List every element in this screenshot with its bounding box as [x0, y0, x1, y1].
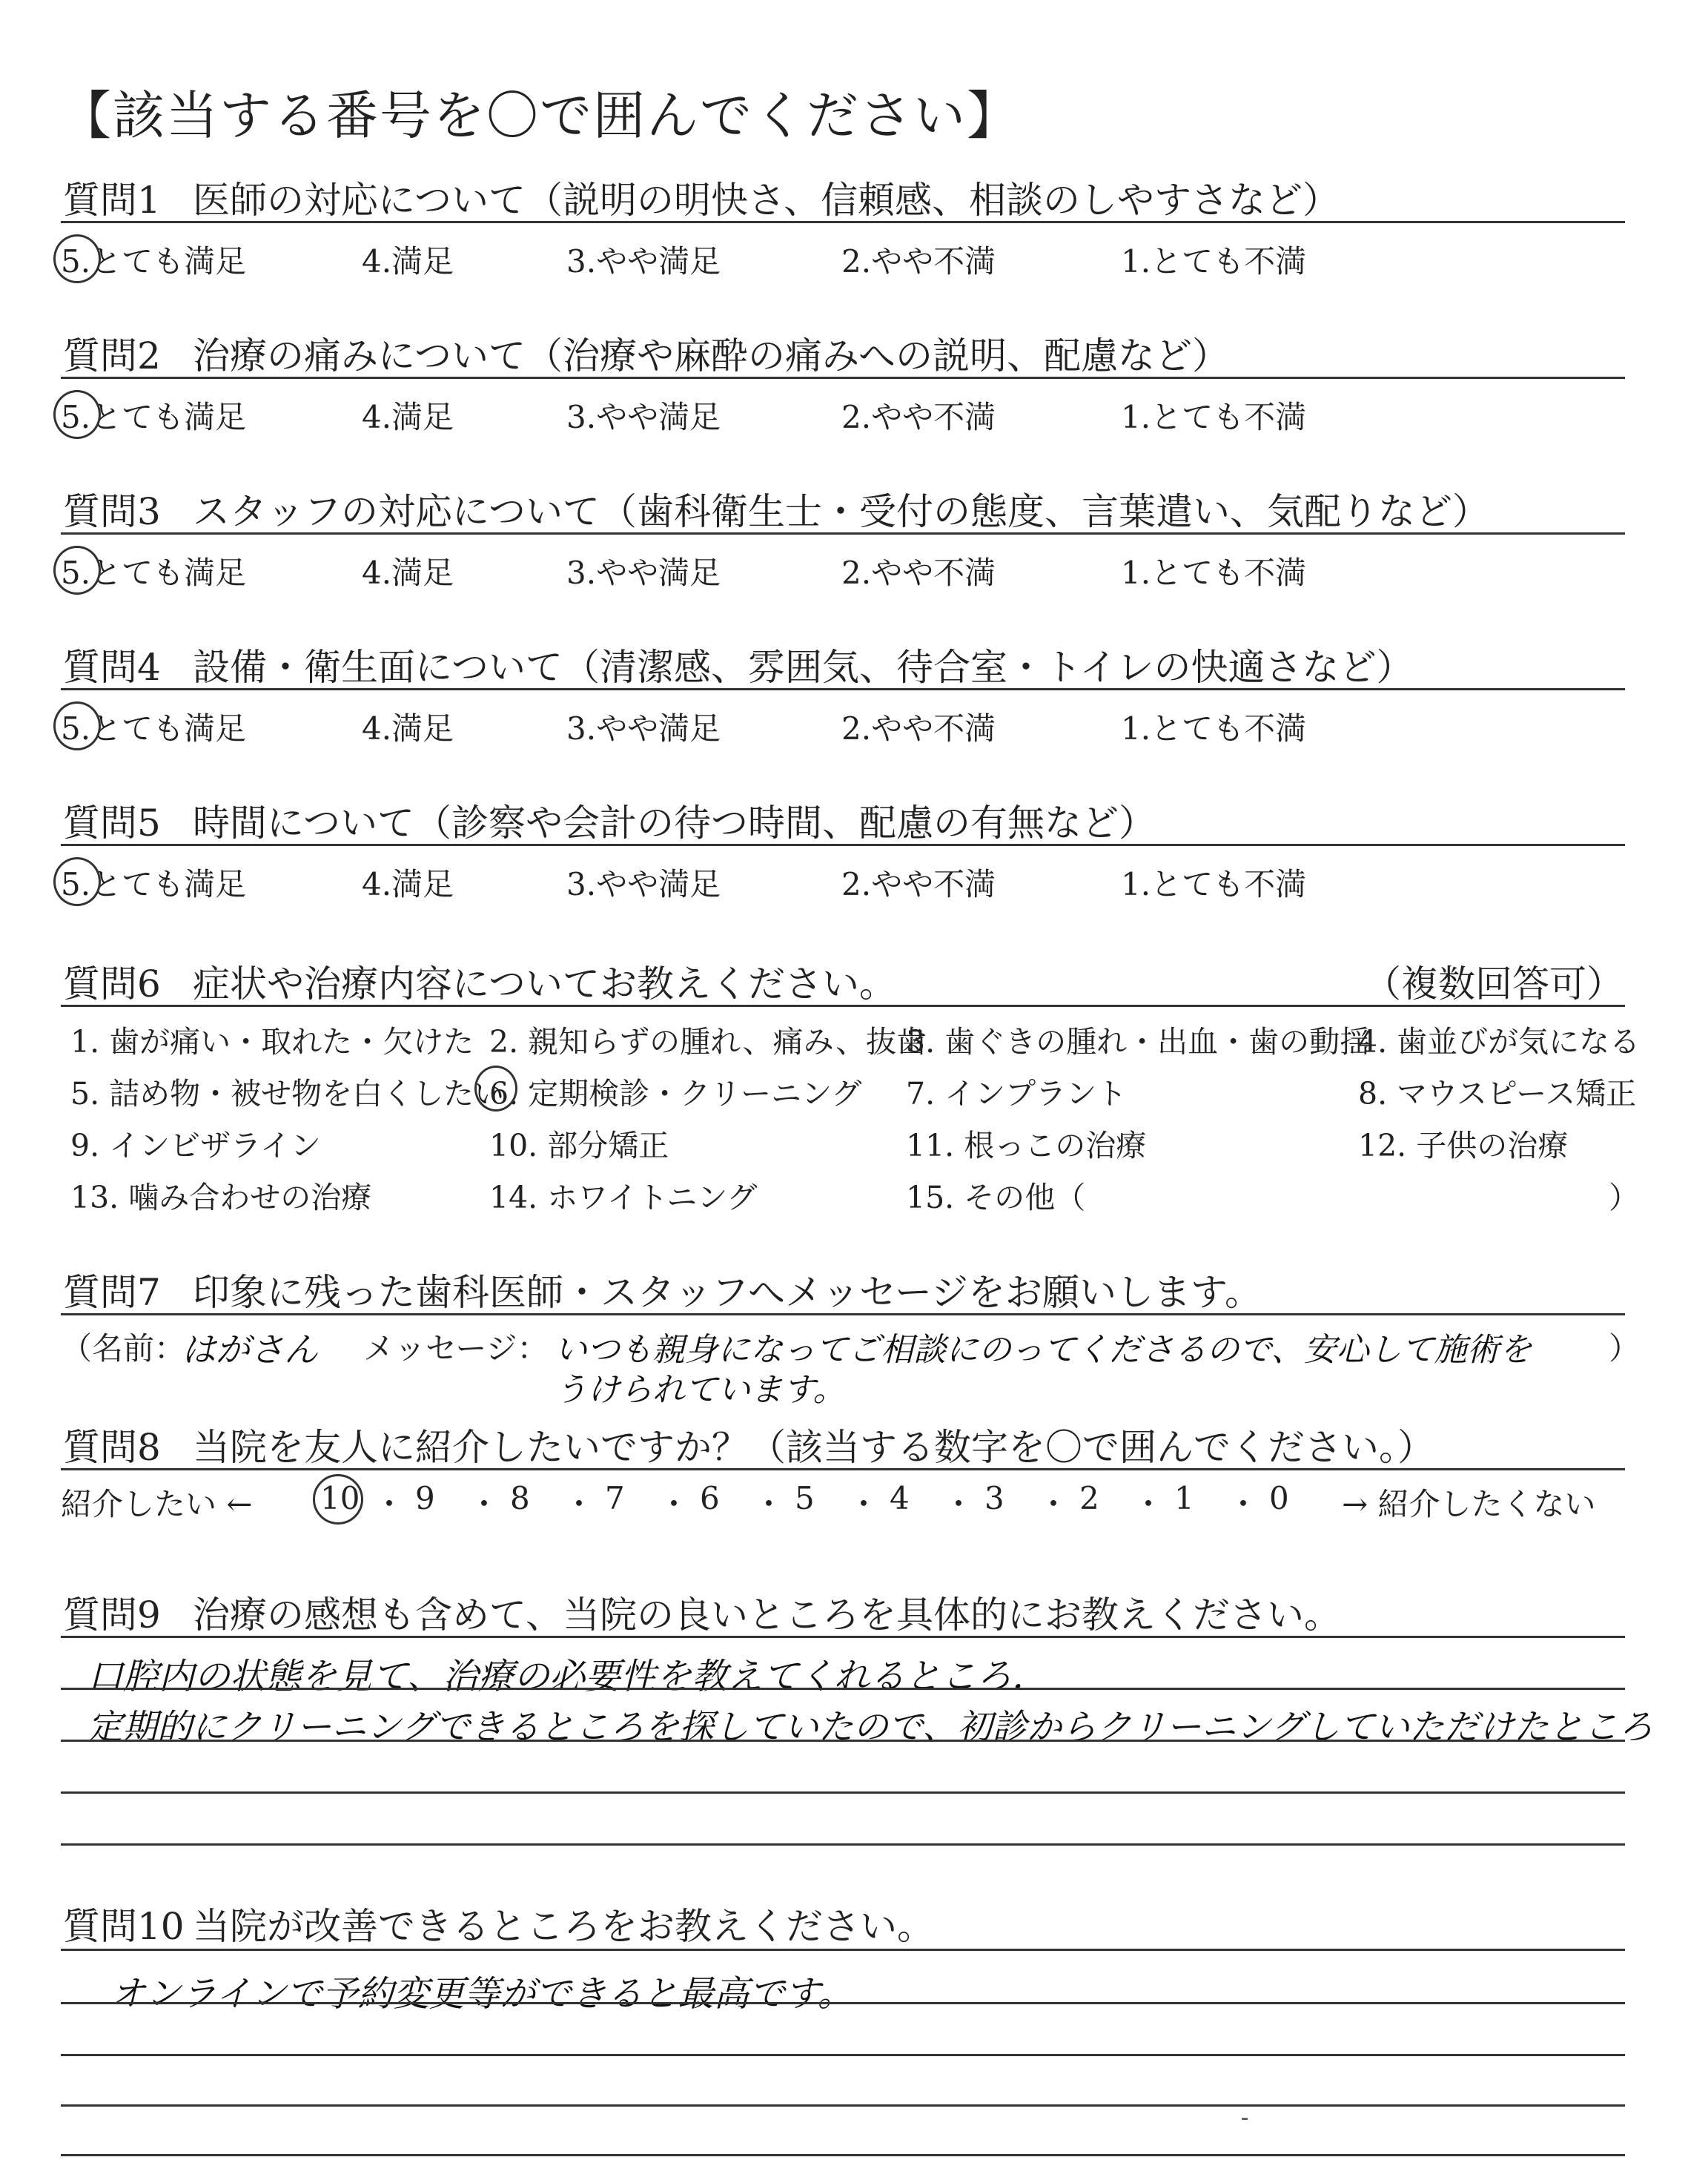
q6-option-7[interactable]: 7. インプラント [906, 1076, 1128, 1112]
q8-scale-separator: ・ [1133, 1486, 1165, 1522]
q9-answer-2[interactable]: 定期的にクリーニングできるところを探していたので、初診からクリーニングしていただけたところ [87, 1707, 1654, 1748]
q8-scale-separator: ・ [658, 1486, 690, 1522]
q3-option-4[interactable]: 4.満足 [362, 555, 454, 591]
q8-scale-6[interactable]: 6 [700, 1480, 720, 1516]
q8-scale-separator: ・ [1038, 1486, 1070, 1522]
q6-option-12[interactable]: 12. 子供の治療 [1358, 1128, 1569, 1163]
q1-option-2[interactable]: 2.やや不満 [841, 243, 996, 280]
q8-rule [61, 1468, 1625, 1470]
q2-option-2[interactable]: 2.やや不満 [841, 399, 996, 435]
q8-scale-1[interactable]: 1 [1174, 1480, 1194, 1516]
q2-rule [61, 377, 1625, 379]
q3-text: スタッフの対応について（歯科衛生士・受付の態度、言葉遣い、気配りなど） [193, 490, 1489, 533]
q8-scale-separator: ・ [753, 1486, 785, 1522]
q4-number: 質問4 [63, 646, 161, 689]
q7-number: 質問7 [63, 1271, 161, 1314]
q9-rule-2 [61, 1688, 1625, 1690]
q6-option-8[interactable]: 8. マウスピース矯正 [1358, 1076, 1637, 1112]
q1-selected-circle [53, 234, 101, 283]
q5-title [63, 793, 1156, 847]
q7-close: ） [1609, 1330, 1641, 1367]
q8-scale-separator: ・ [563, 1486, 595, 1522]
q9-answer-1[interactable]: 口腔内の状態を見て、治療の必要性を教えてくれるところ． [87, 1656, 1048, 1697]
q5-option-4[interactable]: 4.満足 [362, 866, 454, 902]
q8-scale-8[interactable]: 8 [510, 1480, 530, 1516]
q8-title [63, 1418, 1434, 1471]
q8-scale-separator: ・ [469, 1486, 500, 1522]
q6-number: 質問6 [63, 962, 161, 1005]
q6-option-15[interactable]: 15. その他（ [906, 1180, 1086, 1215]
q4-option-3[interactable]: 3.やや満足 [566, 710, 721, 747]
q4-title [63, 638, 1414, 691]
q9-text: 治療の感想も含めて、当院の良いところを具体的にお教えください。 [193, 1593, 1341, 1636]
q10-rule-3 [61, 2054, 1625, 2056]
q10-answer-1[interactable]: オンラインで予約変更等ができると最高です。 [110, 1973, 853, 2015]
q10-rule-2 [61, 2002, 1625, 2004]
q4-option-4[interactable]: 4.満足 [362, 710, 454, 747]
q1-option-1[interactable]: 1.とても不満 [1121, 243, 1307, 280]
q9-title [63, 1585, 1341, 1639]
q2-text: 治療の痛みについて（治療や麻酔の痛みへの説明、配慮など） [193, 334, 1229, 377]
q7-message-line1[interactable]: いつも親身になってご相談にのってくださるので、安心して施術を [555, 1331, 1532, 1369]
q9-rule-3 [61, 1740, 1625, 1742]
q8-scale-0[interactable]: 0 [1269, 1480, 1289, 1516]
q8-number: 質問8 [63, 1426, 161, 1469]
q2-option-4[interactable]: 4.満足 [362, 399, 454, 435]
q2-option-1[interactable]: 1.とても不満 [1121, 399, 1307, 435]
q6-option-3[interactable]: 3. 歯ぐきの腫れ・出血・歯の動揺 [906, 1024, 1371, 1060]
q6-text: 症状や治療内容についてお教えください。 [193, 962, 896, 1005]
q1-rule [61, 221, 1625, 223]
q8-scale-5[interactable]: 5 [795, 1480, 815, 1516]
q6-option-4[interactable]: 4. 歯並びが気になる [1358, 1024, 1641, 1060]
q10-number: 質問10 [63, 1905, 185, 1948]
q5-option-2[interactable]: 2.やや不満 [841, 866, 996, 902]
q2-title [63, 326, 1229, 380]
q3-rule [61, 532, 1625, 535]
q2-selected-circle [53, 390, 101, 439]
q3-option-1[interactable]: 1.とても不満 [1121, 555, 1307, 591]
q8-scale-3[interactable]: 3 [984, 1480, 1004, 1516]
q6-rule [61, 1005, 1625, 1007]
q1-option-3[interactable]: 3.やや満足 [566, 243, 721, 280]
q5-option-3[interactable]: 3.やや満足 [566, 866, 721, 902]
q7-rule [61, 1313, 1625, 1315]
q8-scale-separator: ・ [1228, 1486, 1260, 1522]
q1-text: 医師の対応について（説明の明快さ、信頼感、相談のしやすさなど） [193, 179, 1340, 222]
q1-option-5[interactable]: 5.とても満足 [61, 243, 247, 280]
q9-rule-1 [61, 1636, 1625, 1638]
q6-note: （複数回答可） [1364, 962, 1623, 1005]
q4-option-1[interactable]: 1.とても不満 [1121, 710, 1307, 747]
q9-number: 質問9 [63, 1593, 161, 1636]
q8-text: 当院を友人に紹介したいですか？（該当する数字を〇で囲んでください。） [193, 1426, 1434, 1469]
q10-rule-1 [61, 1949, 1625, 1951]
q4-option-5[interactable]: 5.とても満足 [61, 710, 247, 747]
q6-option-2[interactable]: 2. 親知らずの腫れ、痛み、抜歯 [489, 1024, 927, 1060]
q7-title [63, 1263, 1262, 1316]
q8-scale-10[interactable]: 10 [320, 1480, 360, 1516]
q8-scale-separator: ・ [943, 1486, 975, 1522]
q4-rule [61, 688, 1625, 690]
q7-message-line2[interactable]: うけられています。 [555, 1371, 846, 1409]
q6-option-14[interactable]: 14. ホワイトニング [489, 1180, 758, 1215]
q1-title [63, 171, 1340, 224]
q8-scale-separator: ・ [848, 1486, 880, 1522]
q4-selected-circle [53, 701, 101, 750]
q10-text: 当院が改善できるところをお教えください。 [193, 1905, 934, 1948]
q10-rule-5 [61, 2154, 1625, 2156]
q5-selected-circle [53, 857, 101, 906]
q6-option-1[interactable]: 1. 歯が痛い・取れた・欠けた [70, 1024, 474, 1060]
q4-text: 設備・衛生面について（清潔感、雰囲気、待合室・トイレの快適さなど） [193, 646, 1414, 689]
q6-option-5[interactable]: 5. 詰め物・被せ物を白くしたい [70, 1076, 505, 1112]
q3-option-2[interactable]: 2.やや不満 [841, 555, 996, 591]
q7-text: 印象に残った歯科医師・スタッフへメッセージをお願いします。 [193, 1271, 1262, 1314]
q6-other-close: ） [1609, 1180, 1639, 1215]
q7-name-label: （名前： [61, 1330, 186, 1367]
sheet-title: 【該当する番号を〇で囲んでください】 [59, 85, 1020, 146]
q6-option-11[interactable]: 11. 根っこの治療 [906, 1128, 1147, 1163]
q6-option-9[interactable]: 9. インビザライン [70, 1128, 321, 1163]
q9-rule-4 [61, 1791, 1625, 1794]
q3-selected-circle [53, 546, 101, 595]
q5-option-1[interactable]: 1.とても不満 [1121, 866, 1307, 902]
q6-option-10[interactable]: 10. 部分矯正 [489, 1128, 669, 1163]
q8-scale-7[interactable]: 7 [605, 1480, 625, 1516]
q7-message-label: メッセージ： [363, 1330, 549, 1367]
q10-rule-4 [61, 2104, 1625, 2107]
q9-rule-5 [61, 1843, 1625, 1846]
q1-option-4[interactable]: 4.満足 [362, 243, 454, 280]
q3-option-5[interactable]: 5.とても満足 [61, 555, 247, 591]
q2-option-5[interactable]: 5.とても満足 [61, 399, 247, 435]
q5-option-5[interactable]: 5.とても満足 [61, 866, 247, 902]
q6-title [63, 954, 896, 1008]
q1-number: 質問1 [63, 179, 161, 222]
q2-option-3[interactable]: 3.やや満足 [566, 399, 721, 435]
q2-number: 質問2 [63, 334, 161, 377]
q6-option-6[interactable]: 6. 定期検診・クリーニング [489, 1076, 862, 1112]
q8-scale-4[interactable]: 4 [890, 1480, 910, 1516]
q3-number: 質問3 [63, 490, 161, 533]
q8-scale-separator: ・ [374, 1486, 406, 1522]
q3-option-3[interactable]: 3.やや満足 [566, 555, 721, 591]
q3-title [63, 482, 1489, 535]
q6-option-13[interactable]: 13. 噛み合わせの治療 [70, 1180, 372, 1215]
q5-rule [61, 844, 1625, 846]
q5-number: 質問5 [63, 802, 161, 845]
q8-left-label: 紹介したい ← [61, 1486, 253, 1522]
scan-mark [1242, 2118, 1248, 2120]
q8-right-label: → 紹介したくない [1342, 1486, 1596, 1522]
q8-selected-circle [313, 1474, 363, 1525]
q7-name-value[interactable]: はがさん [182, 1330, 318, 1370]
q10-title [63, 1897, 934, 1950]
q8-scale-2[interactable]: 2 [1079, 1480, 1099, 1516]
q6-selected-circle [474, 1066, 517, 1112]
q4-option-2[interactable]: 2.やや不満 [841, 710, 996, 747]
q5-text: 時間について（診察や会計の待つ時間、配慮の有無など） [193, 802, 1156, 845]
q8-scale-9[interactable]: 9 [415, 1480, 435, 1516]
